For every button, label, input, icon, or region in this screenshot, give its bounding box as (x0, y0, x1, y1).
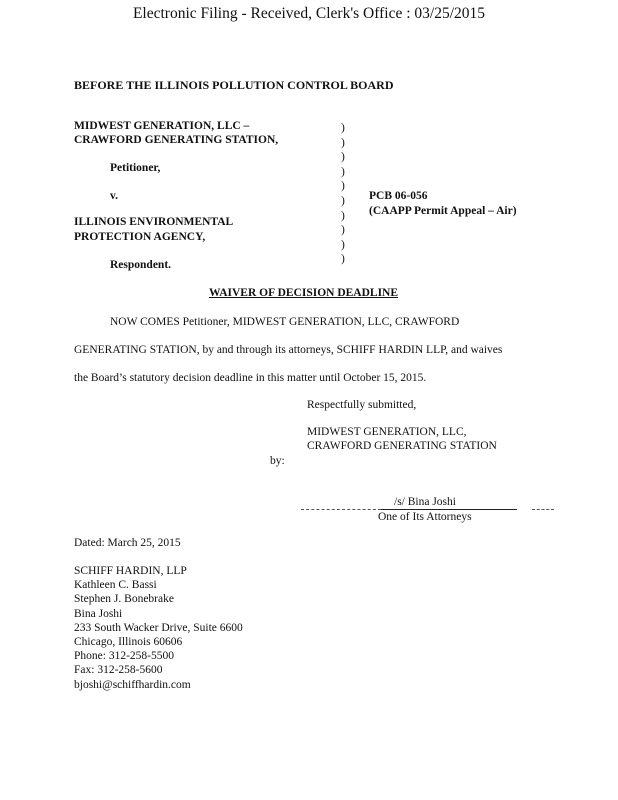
body-line-1: NOW COMES Petitioner, MIDWEST GENERATION, LLC, CRAWFORD (110, 316, 460, 328)
caption-paren: ) (341, 253, 345, 266)
document-title: WAIVER OF DECISION DEADLINE (209, 287, 399, 299)
firm-email: bjoshi@schiffhardin.com (74, 678, 191, 691)
signature-line-tail (532, 509, 554, 510)
attorney-name: Stephen J. Bonebrake (74, 593, 174, 606)
respondent-name-line1: ILLINOIS ENVIRONMENTAL (74, 216, 234, 228)
caption-paren: ) (341, 122, 345, 134)
caption-paren: ) (341, 165, 345, 178)
firm-city-state-zip: Chicago, Illinois 60606 (74, 636, 183, 649)
caption-paren: ) (341, 151, 345, 164)
caption-divider (341, 121, 345, 267)
firm-phone: Phone: 312-258-5500 (74, 650, 174, 663)
dated-line: Dated: March 25, 2015 (74, 537, 181, 549)
petitioner-name-line2: CRAWFORD GENERATING STATION, (74, 134, 279, 146)
caption-paren: ) (341, 180, 345, 193)
caption-paren: ) (341, 224, 345, 237)
case-number: PCB 06-056 (369, 190, 428, 202)
attorney-name: Kathleen C. Bassi (74, 579, 157, 592)
attorney-name: Bina Joshi (74, 607, 123, 620)
firm-street-address: 233 South Wacker Drive, Suite 6600 (74, 621, 243, 634)
caption-paren: ) (341, 238, 345, 251)
firm-fax: Fax: 312-258-5600 (74, 664, 163, 677)
caption-paren: ) (341, 194, 345, 207)
board-heading: BEFORE THE ILLINOIS POLLUTION CONTROL BOARD (74, 78, 394, 92)
signature-by-label: by: (270, 455, 285, 467)
petitioner-name-line1: MIDWEST GENERATION, LLC – (74, 120, 250, 132)
signature-signed-name: /s/ Bina Joshi (394, 496, 456, 508)
signature-role: One of Its Attorneys (378, 511, 472, 523)
respondent-name-line2: PROTECTION AGENCY, (74, 231, 206, 243)
versus-label: v. (110, 190, 118, 202)
filing-stamp: Electronic Filing - Received, Clerk's Office : 03/25/2015 (132, 5, 486, 22)
case-type: (CAAPP Permit Appeal – Air) (369, 205, 517, 217)
signature-closing: Respectfully submitted, (307, 399, 417, 411)
firm-name: SCHIFF HARDIN, LLP (74, 565, 187, 577)
respondent-role: Respondent. (110, 259, 172, 271)
body-line-2: GENERATING STATION, by and through its attorneys, SCHIFF HARDIN LLP, and waives (74, 344, 503, 356)
signature-line-dashed (301, 509, 381, 510)
caption-paren: ) (341, 209, 345, 222)
body-line-3: the Board’s statutory decision deadline in this matter until October 15, 2015. (74, 372, 427, 384)
signature-line (381, 509, 517, 510)
caption-paren: ) (341, 136, 345, 149)
petitioner-role: Petitioner, (110, 162, 161, 174)
signature-party-line2: CRAWFORD GENERATING STATION (307, 440, 497, 452)
firm-address-block (74, 564, 243, 692)
signature-party-line1: MIDWEST GENERATION, LLC, (307, 426, 467, 438)
